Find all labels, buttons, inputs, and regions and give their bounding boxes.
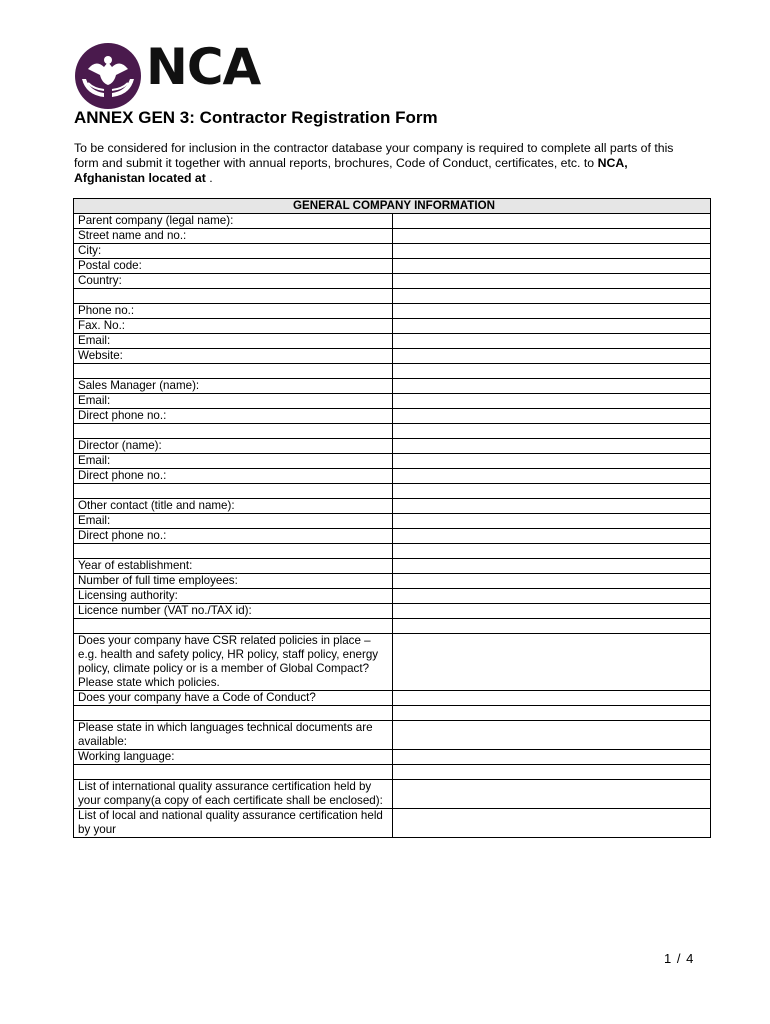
form-row xyxy=(74,304,711,319)
field-label: Street name and no.: xyxy=(74,229,393,244)
field-value-input[interactable] xyxy=(392,514,711,529)
form-row xyxy=(74,499,711,514)
field-label: Direct phone no.: xyxy=(74,469,393,484)
field-label xyxy=(74,289,393,304)
field-label xyxy=(74,765,393,780)
form-row xyxy=(74,409,711,424)
field-value-input[interactable] xyxy=(392,574,711,589)
field-value-input[interactable] xyxy=(392,439,711,454)
table-header: GENERAL COMPANY INFORMATION xyxy=(74,199,711,214)
field-label xyxy=(74,484,393,499)
form-row xyxy=(74,469,711,484)
form-row xyxy=(74,809,711,838)
field-label: List of local and national quality assurance certification held by your xyxy=(74,809,393,838)
field-value-input[interactable] xyxy=(392,319,711,334)
page-number: 1 / 4 xyxy=(664,951,695,966)
field-value-input[interactable] xyxy=(392,604,711,619)
form-row xyxy=(74,691,711,706)
form-row xyxy=(74,439,711,454)
field-value-input[interactable] xyxy=(392,349,711,364)
field-label: Website: xyxy=(74,349,393,364)
form-row xyxy=(74,379,711,394)
field-label xyxy=(74,364,393,379)
form-row xyxy=(74,529,711,544)
blank-row xyxy=(74,364,711,379)
field-label: Fax. No.: xyxy=(74,319,393,334)
field-value-input xyxy=(392,765,711,780)
form-row xyxy=(74,229,711,244)
form-row xyxy=(74,721,711,750)
form-row xyxy=(74,574,711,589)
field-value-input[interactable] xyxy=(392,589,711,604)
form-row xyxy=(74,780,711,809)
field-value-input[interactable] xyxy=(392,379,711,394)
field-value-input[interactable] xyxy=(392,780,711,809)
field-label: City: xyxy=(74,244,393,259)
field-label: Sales Manager (name): xyxy=(74,379,393,394)
form-row xyxy=(74,259,711,274)
form-row xyxy=(74,244,711,259)
field-label: List of international quality assurance certification held by your company(a copy of each certificate shall be enclosed): xyxy=(74,780,393,809)
field-label: Licensing authority: xyxy=(74,589,393,604)
field-value-input[interactable] xyxy=(392,721,711,750)
form-row xyxy=(74,634,711,691)
field-label xyxy=(74,619,393,634)
field-value-input[interactable] xyxy=(392,214,711,229)
field-value-input xyxy=(392,619,711,634)
form-row xyxy=(74,589,711,604)
field-value-input[interactable] xyxy=(392,409,711,424)
form-row xyxy=(74,514,711,529)
table-header-row xyxy=(74,199,711,214)
field-value-input[interactable] xyxy=(392,244,711,259)
field-value-input[interactable] xyxy=(392,259,711,274)
field-label: Postal code: xyxy=(74,259,393,274)
field-value-input[interactable] xyxy=(392,809,711,838)
field-label: Email: xyxy=(74,334,393,349)
field-value-input xyxy=(392,706,711,721)
field-value-input[interactable] xyxy=(392,634,711,691)
field-value-input[interactable] xyxy=(392,454,711,469)
intro-bold: NCA, Afghanistan located at xyxy=(74,156,628,185)
form-row xyxy=(74,394,711,409)
field-label: Does your company have CSR related policies in place – e.g. health and safety policy, HR policy, staff policy, energy policy, climate policy or is a member of Global Compact? Please state which policies. xyxy=(74,634,393,691)
field-label xyxy=(74,706,393,721)
form-row xyxy=(74,750,711,765)
form-row xyxy=(74,559,711,574)
form-row xyxy=(74,334,711,349)
field-value-input[interactable] xyxy=(392,559,711,574)
field-value-input xyxy=(392,364,711,379)
field-value-input[interactable] xyxy=(392,529,711,544)
field-value-input[interactable] xyxy=(392,304,711,319)
form-row xyxy=(74,604,711,619)
blank-row xyxy=(74,544,711,559)
field-label: Email: xyxy=(74,394,393,409)
form-row xyxy=(74,319,711,334)
field-value-input[interactable] xyxy=(392,229,711,244)
field-value-input[interactable] xyxy=(392,750,711,765)
blank-row xyxy=(74,484,711,499)
field-label: Parent company (legal name): xyxy=(74,214,393,229)
nca-dove-hands-icon xyxy=(74,43,142,109)
field-label: Email: xyxy=(74,454,393,469)
field-label: Other contact (title and name): xyxy=(74,499,393,514)
blank-row xyxy=(74,765,711,780)
field-value-input[interactable] xyxy=(392,499,711,514)
intro-text: To be considered for inclusion in the contractor database your company is required to complete all parts of this form and submit it together with annual reports, brochures, Code of Conduct, certificates, etc. to xyxy=(74,141,674,170)
field-value-input xyxy=(392,484,711,499)
blank-row xyxy=(74,706,711,721)
field-label: Year of establishment: xyxy=(74,559,393,574)
field-value-input[interactable] xyxy=(392,691,711,706)
field-label: Working language: xyxy=(74,750,393,765)
blank-row xyxy=(74,424,711,439)
form-row xyxy=(74,214,711,229)
field-label xyxy=(74,424,393,439)
field-value-input xyxy=(392,544,711,559)
blank-row xyxy=(74,619,711,634)
field-value-input xyxy=(392,289,711,304)
field-label: Does your company have a Code of Conduct? xyxy=(74,691,393,706)
field-label: Phone no.: xyxy=(74,304,393,319)
field-label: Licence number (VAT no./TAX id): xyxy=(74,604,393,619)
form-row xyxy=(74,274,711,289)
field-label: Director (name): xyxy=(74,439,393,454)
field-label xyxy=(74,544,393,559)
form-row xyxy=(74,349,711,364)
intro-paragraph xyxy=(74,141,694,186)
blank-row xyxy=(74,289,711,304)
field-label: Number of full time employees: xyxy=(74,574,393,589)
field-value-input[interactable] xyxy=(392,334,711,349)
field-value-input[interactable] xyxy=(392,274,711,289)
form-row xyxy=(74,454,711,469)
field-value-input xyxy=(392,424,711,439)
field-value-input[interactable] xyxy=(392,394,711,409)
field-value-input[interactable] xyxy=(392,469,711,484)
field-label: Country: xyxy=(74,274,393,289)
field-label: Please state in which languages technical documents are available: xyxy=(74,721,393,750)
logo-text: NCA xyxy=(146,38,261,96)
form-title: ANNEX GEN 3: Contractor Registration Form xyxy=(74,108,438,127)
intro-end: . xyxy=(205,171,213,185)
field-label: Direct phone no.: xyxy=(74,409,393,424)
company-info-table xyxy=(73,198,711,838)
field-label: Email: xyxy=(74,514,393,529)
field-label: Direct phone no.: xyxy=(74,529,393,544)
